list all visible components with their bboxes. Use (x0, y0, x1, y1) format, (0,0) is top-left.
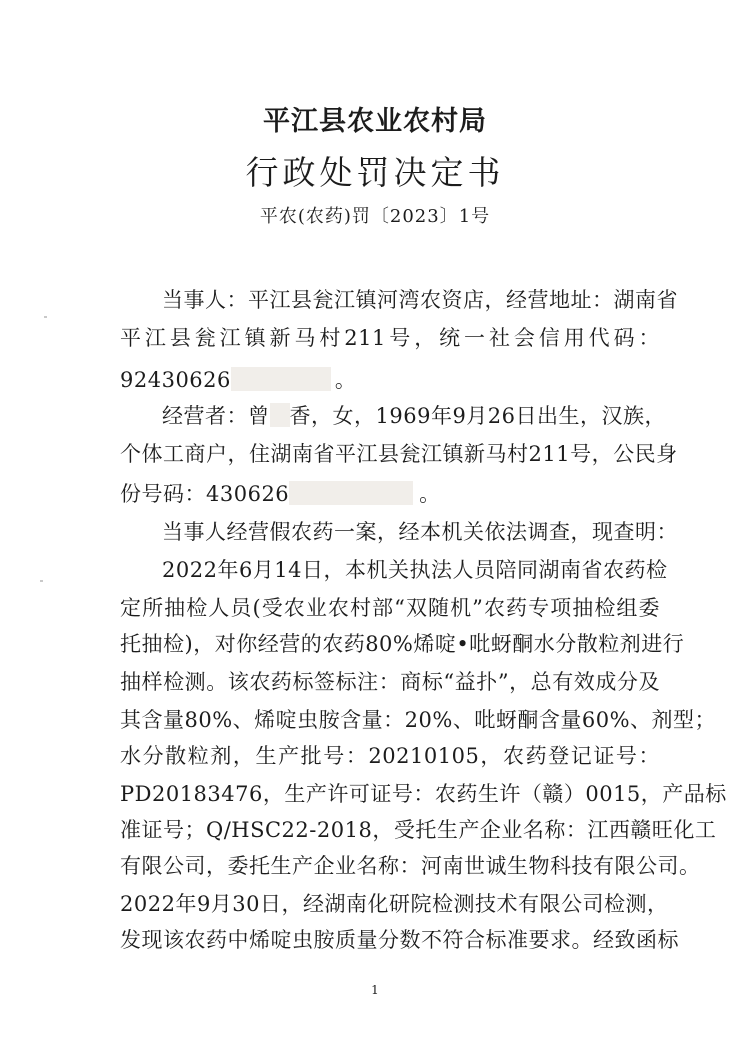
operator-label: 经营者：曾 (162, 404, 270, 428)
body-line: 抽样检测。该农药标签标注：商标“益扑”，总有效成分及 (120, 670, 660, 694)
body-line: 托抽检)，对你经营的农药80%烯啶•吡蚜酮水分散粒剂进行 (120, 632, 685, 656)
body-line: PD20183476，生产许可证号：农药生许（赣）0015，产品标 (120, 782, 727, 806)
id-number-prefix: 份号码：430626 (120, 482, 290, 506)
issuer-title: 平江县农业农村局 (263, 106, 487, 137)
scan-speck (40, 580, 43, 582)
document-title: 行政处罚决定书 (245, 153, 505, 192)
body-line: 当事人：平江县瓮江镇河湾农资店，经营地址：湖南省 (162, 288, 678, 312)
body-line: 2022年9月30日，经湖南化研院检测技术有限公司检测， (120, 892, 669, 916)
redaction-block (270, 403, 290, 427)
body-line: 其含量80%、烯啶虫胺含量：20%、吡蚜酮含量60%、剂型； (120, 708, 717, 732)
body-line: 有限公司，委托生产企业名称：河南世诚生物科技有限公司。 (120, 854, 701, 878)
page-number: 1 (371, 983, 379, 997)
body-line: 水分散粒剂，生产批号：20210105，农药登记证号： (120, 744, 660, 768)
document-number: 平农(农药)罚〔2023〕1号 (259, 206, 491, 227)
operator-details: 香，女，1969年9月26日出生，汉族， (289, 404, 667, 428)
line-end-punct: 。 (334, 368, 357, 392)
body-line: 平江县瓮江镇新马村211号，统一社会信用代码： (120, 326, 660, 350)
body-line: 定所抽检人员(受农业农村部“双随机”农药专项抽检组委 (120, 596, 660, 620)
body-line-credit-code (120, 362, 660, 398)
scan-speck (44, 316, 47, 318)
body-line: 2022年6月14日，本机关执法人员陪同湖南省农药检 (162, 558, 668, 582)
line-end-punct: 。 (419, 482, 441, 506)
redaction-block (289, 481, 413, 505)
body-line-id-number (120, 476, 660, 512)
redaction-block (231, 367, 331, 391)
body-line: 准证号；Q/HSC22-2018，受托生产企业名称：江西赣旺化工 (120, 818, 717, 842)
body-line: 个体工商户，住湖南省平江县瓮江镇新马村211号，公民身 (120, 442, 678, 466)
body-line: 当事人经营假农药一案，经本机关依法调查，现查明： (162, 520, 678, 544)
body-line-operator (162, 398, 667, 434)
credit-code-prefix: 92430626 (120, 368, 231, 392)
body-line: 发现该农药中烯啶虫胺质量分数不符合标准要求。经致函标 (120, 928, 679, 952)
